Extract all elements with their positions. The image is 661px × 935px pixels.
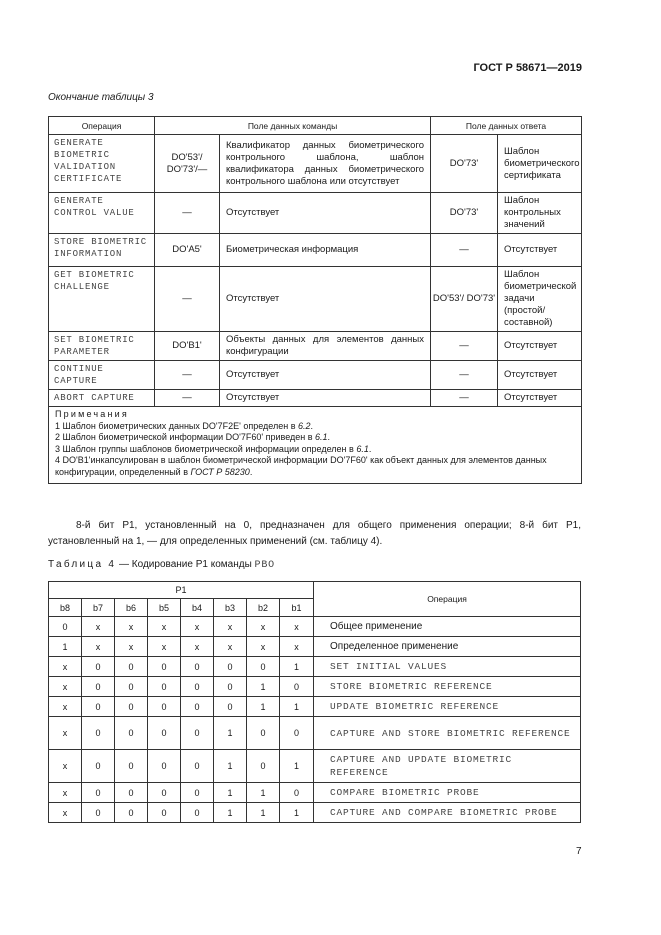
bit-cell: x <box>247 617 280 637</box>
note-text: 3 Шаблон группы шаблонов биометрической информации определен в <box>55 443 357 454</box>
table-row <box>49 617 581 637</box>
operation-cell: SET INITIAL VALUES <box>314 657 581 677</box>
response-value-cell: — <box>431 234 498 267</box>
note-text: 2 Шаблон биометрической информации DO'7F60' приведен в <box>55 432 316 442</box>
bit-cell: x <box>82 617 115 637</box>
header-p1: P1 <box>49 582 314 599</box>
bit-cell: x <box>115 617 148 637</box>
note-reference: ГОСТ Р 58230 <box>190 466 250 477</box>
bit-header-b7: b7 <box>82 599 115 617</box>
bit-cell: x <box>49 677 82 697</box>
response-value-cell: — <box>431 361 498 390</box>
table-row <box>49 637 581 657</box>
standard-header: ГОСТ Р 58671—2019 <box>473 62 582 74</box>
bit-cell: x <box>181 617 214 637</box>
notes-row <box>49 407 582 484</box>
command-value-cell: DO'53'/ DO'73'/— <box>155 135 220 193</box>
table-row <box>49 717 581 750</box>
bit-cell: 0 <box>181 657 214 677</box>
response-description-cell: Отсутствует <box>498 234 582 267</box>
bit-cell: 0 <box>181 803 214 823</box>
bit-cell: 0 <box>82 697 115 717</box>
table4-caption <box>48 559 275 571</box>
bit-cell: 0 <box>148 697 181 717</box>
bit-cell: 0 <box>82 803 115 823</box>
response-value-cell: DO'73' <box>431 135 498 193</box>
bit-cell: 0 <box>115 750 148 783</box>
bit-cell: x <box>49 657 82 677</box>
bit-cell: 0 <box>247 657 280 677</box>
command-description-cell: Объекты данных для элементов данных конфигурации <box>220 332 431 361</box>
command-value-cell: DO'A5' <box>155 234 220 267</box>
bit-cell: 0 <box>280 717 314 750</box>
table-row <box>49 657 581 677</box>
bit-cell: 0 <box>181 677 214 697</box>
response-description-cell: Шаблон биометрического сертификата <box>498 135 582 193</box>
table-row <box>49 803 581 823</box>
bit-cell: x <box>280 637 314 657</box>
bit-cell: x <box>214 617 247 637</box>
bit-cell: 1 <box>214 803 247 823</box>
bit-cell: x <box>82 637 115 657</box>
bit-cell: x <box>49 803 82 823</box>
bit-cell: 0 <box>214 697 247 717</box>
operation-cell: UPDATE BIOMETRIC REFERENCE <box>314 697 581 717</box>
bit-cell: x <box>49 750 82 783</box>
bit-cell: 1 <box>280 657 314 677</box>
table-row <box>49 750 581 783</box>
bit-cell: 0 <box>115 783 148 803</box>
note-end: . <box>327 432 331 442</box>
table4 <box>48 581 581 823</box>
bit-cell: 0 <box>181 783 214 803</box>
table3-body <box>49 135 582 484</box>
bit-cell: 1 <box>214 717 247 750</box>
bit-cell: 1 <box>247 677 280 697</box>
bit-cell: 0 <box>181 717 214 750</box>
bit-cell: 0 <box>82 750 115 783</box>
table-row <box>49 783 581 803</box>
header-operation: Операция <box>314 582 581 617</box>
operation-cell: STORE BIOMETRIC INFORMATION <box>49 234 155 267</box>
header-operation: Операция <box>49 117 155 135</box>
operation-cell: CONTINUE CAPTURE <box>49 361 155 390</box>
command-value-cell: — <box>155 267 220 332</box>
operation-cell: CAPTURE AND COMPARE BIOMETRIC PROBE <box>314 803 581 823</box>
command-description-cell: Отсутствует <box>220 390 431 407</box>
table3-caption: Окончание таблицы 3 <box>48 92 154 103</box>
bit-cell: 1 <box>214 750 247 783</box>
bit-cell: 0 <box>49 617 82 637</box>
table4-caption-prefix: Таблица 4 <box>48 559 117 570</box>
command-description-cell: Квалификатор данных биометрического контрольного шаблона, шаблон квалификатора данных биометрического контрольного шаблона или отсутствует <box>220 135 431 193</box>
table-row <box>49 697 581 717</box>
table-row <box>49 332 582 361</box>
bit-cell: 0 <box>148 750 181 783</box>
bit-cell: 0 <box>280 783 314 803</box>
note-reference: 6.2 <box>298 420 311 431</box>
bit-cell: 1 <box>280 697 314 717</box>
response-value-cell: DO'53'/ DO'73' <box>431 267 498 332</box>
bit-cell: 0 <box>115 697 148 717</box>
bit-cell: x <box>181 637 214 657</box>
bit-cell: x <box>280 617 314 637</box>
bit-cell: 1 <box>247 697 280 717</box>
bit-cell: 1 <box>49 637 82 657</box>
bit-cell: 0 <box>115 717 148 750</box>
bit-cell: 0 <box>82 677 115 697</box>
operation-cell: Определенное применение <box>314 637 581 657</box>
bit-cell: 1 <box>280 750 314 783</box>
response-description-cell: Шаблон биометрической задачи (простой/составной) <box>498 267 582 332</box>
note-item <box>55 421 575 433</box>
bit-cell: x <box>214 637 247 657</box>
operation-cell: GENERATE CONTROL VALUE <box>49 193 155 234</box>
notes-title: Примечания <box>55 409 129 419</box>
bit-cell: x <box>49 697 82 717</box>
note-end: . <box>368 443 372 454</box>
bit-cell: 0 <box>115 677 148 697</box>
command-value-cell: — <box>155 193 220 234</box>
command-value-cell: — <box>155 361 220 390</box>
bit-cell: 1 <box>247 783 280 803</box>
bit-cell: 0 <box>148 783 181 803</box>
bit-cell: x <box>115 637 148 657</box>
bit-cell: 0 <box>181 697 214 717</box>
page-number: 7 <box>576 846 582 857</box>
table3 <box>48 116 582 484</box>
bit-cell: 0 <box>148 717 181 750</box>
header-command-data: Поле данных команды <box>155 117 431 135</box>
table-row <box>49 267 582 332</box>
command-value-cell: DO'B1' <box>155 332 220 361</box>
note-text: 4 DO'B1'инкапсулирован в шаблон биометрической информации DO'7F60' как объект данных для элементов данных конфигурации, определенный в <box>55 455 547 477</box>
bit-cell: 0 <box>214 677 247 697</box>
table-row <box>49 390 582 407</box>
table-row <box>49 193 582 234</box>
bit-header-b8: b8 <box>49 599 82 617</box>
response-description-cell: Отсутствует <box>498 361 582 390</box>
bit-cell: 0 <box>82 657 115 677</box>
bit-cell: 0 <box>214 657 247 677</box>
bit-cell: 0 <box>115 803 148 823</box>
bit-cell: 1 <box>247 803 280 823</box>
table4-header-row <box>49 582 581 599</box>
bit-header-b2: b2 <box>247 599 280 617</box>
bit-cell: 1 <box>280 803 314 823</box>
note-reference: 6.1 <box>315 432 328 442</box>
note-end: . <box>310 420 314 431</box>
bit-cell: x <box>247 637 280 657</box>
bit-cell: x <box>49 783 82 803</box>
bit-cell: x <box>148 637 181 657</box>
operation-cell: ABORT CAPTURE <box>49 390 155 407</box>
response-description-cell: Шаблон контрольных значений <box>498 193 582 234</box>
table-row <box>49 361 582 390</box>
bit-cell: 0 <box>181 750 214 783</box>
bit-cell: x <box>49 717 82 750</box>
bit-cell: 0 <box>82 783 115 803</box>
response-value-cell: DO'73' <box>431 193 498 234</box>
notes-cell <box>49 407 582 484</box>
table3-header-row <box>49 117 582 135</box>
bit-cell: 0 <box>247 717 280 750</box>
table-row <box>49 234 582 267</box>
table-row <box>49 135 582 193</box>
bit-cell: 0 <box>148 657 181 677</box>
table4-caption-code: PBO <box>254 560 275 571</box>
response-description-cell: Отсутствует <box>498 332 582 361</box>
operation-cell: Общее применение <box>314 617 581 637</box>
bit-cell: 1 <box>214 783 247 803</box>
bit-cell: 0 <box>148 677 181 697</box>
bit-cell: 0 <box>247 750 280 783</box>
body-paragraph: 8-й бит P1, установленный на 0, предназначен для общего применения операции; 8-й бит P1, установленный на 1, — для определенных применений (см. таблицу 4). <box>48 520 581 547</box>
operation-cell: GET BIOMETRIC CHALLENGE <box>49 267 155 332</box>
note-item <box>55 455 575 478</box>
bit-cell: 0 <box>82 717 115 750</box>
operation-cell: GENERATE BIOMETRIC VALIDATION CERTIFICATE <box>49 135 155 193</box>
command-description-cell: Отсутствует <box>220 361 431 390</box>
note-item <box>55 444 575 456</box>
note-text: 1 Шаблон биометрических данных DO'7F2E' определен в <box>55 420 299 431</box>
command-description-cell: Отсутствует <box>220 267 431 332</box>
command-description-cell: Биометрическая информация <box>220 234 431 267</box>
response-description-cell: Отсутствует <box>498 390 582 407</box>
bit-header-b4: b4 <box>181 599 214 617</box>
response-value-cell: — <box>431 332 498 361</box>
bit-header-b6: b6 <box>115 599 148 617</box>
bit-cell: 0 <box>115 657 148 677</box>
bit-cell: 0 <box>148 803 181 823</box>
command-value-cell: — <box>155 390 220 407</box>
bit-cell: 0 <box>280 677 314 697</box>
command-description-cell: Отсутствует <box>220 193 431 234</box>
bit-cell: x <box>148 617 181 637</box>
operation-cell: STORE BIOMETRIC REFERENCE <box>314 677 581 697</box>
table-row <box>49 677 581 697</box>
operation-cell: CAPTURE AND STORE BIOMETRIC REFERENCE <box>314 717 581 750</box>
note-reference: 6.1 <box>356 443 369 454</box>
bit-header-b1: b1 <box>280 599 314 617</box>
operation-cell: COMPARE BIOMETRIC PROBE <box>314 783 581 803</box>
table4-body <box>49 617 581 823</box>
table4-caption-text: — Кодирование P1 команды <box>116 559 255 570</box>
bit-header-b3: b3 <box>214 599 247 617</box>
note-item <box>55 432 575 444</box>
operation-cell: SET BIOMETRIC PARAMETER <box>49 332 155 361</box>
header-response-data: Поле данных ответа <box>431 117 582 135</box>
bit-header-b5: b5 <box>148 599 181 617</box>
operation-cell: CAPTURE AND UPDATE BIOMETRIC REFERENCE <box>314 750 581 783</box>
note-end: . <box>249 466 253 477</box>
response-value-cell: — <box>431 390 498 407</box>
